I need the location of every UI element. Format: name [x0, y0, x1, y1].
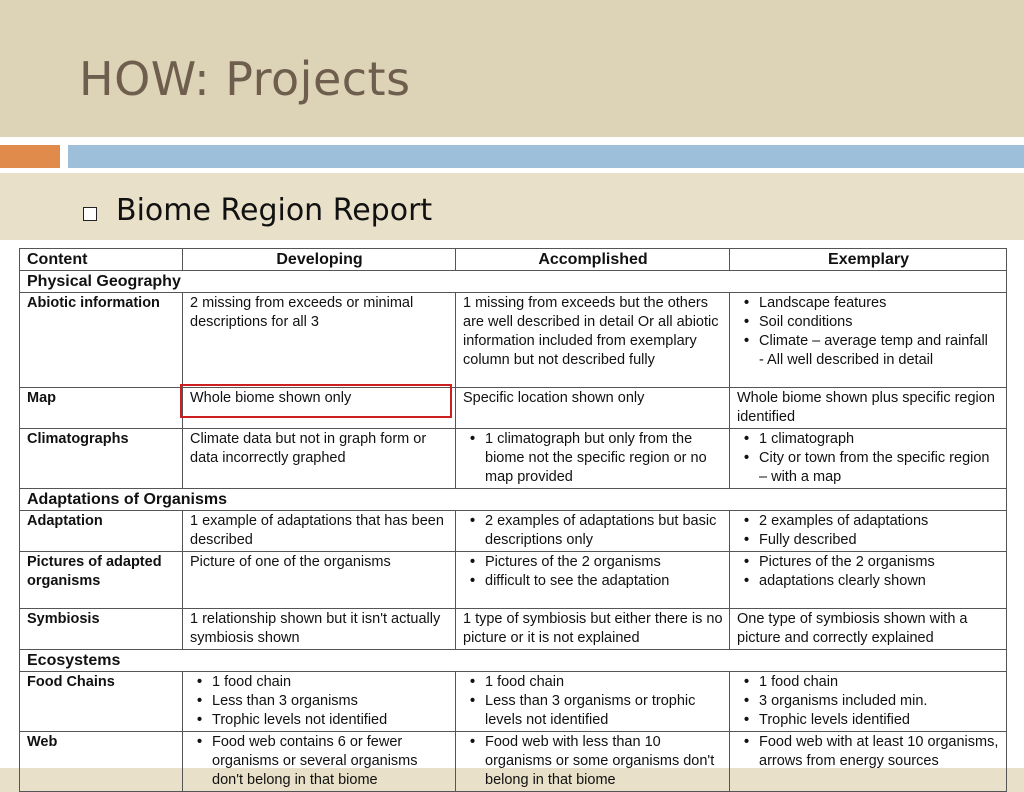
bullet-list — [737, 733, 1000, 771]
list-item: • 1 food chain — [212, 673, 449, 692]
section-row — [20, 489, 1007, 511]
cell-developing: 1 example of adaptations that has been described — [183, 511, 456, 552]
table-row — [20, 732, 1007, 792]
cell-accomplished — [456, 732, 730, 792]
bullet-list — [463, 553, 723, 591]
cell-developing: 1 relationship shown but it isn't actually symbiosis shown — [183, 609, 456, 650]
list-item: • Climate – average temp and rainfall — [759, 332, 1000, 351]
rubric-table — [19, 248, 1007, 792]
bullet-list — [463, 512, 723, 550]
list-item: • Less than 3 organisms — [212, 692, 449, 711]
list-item: • Fully described — [759, 531, 1000, 550]
bullet-list — [190, 673, 449, 730]
cell-accomplished: 1 missing from exceeds but the others are well described in detail Or all abiotic information included from exemplary column but not described fully — [456, 293, 730, 388]
list-item: • 1 climatograph — [759, 430, 1000, 449]
bullet-list — [737, 294, 1000, 351]
cell-exemplary: One type of symbiosis shown with a picture and correctly explained — [730, 609, 1007, 650]
list-subitem: - All well described in detail — [759, 352, 934, 368]
list-item: • Less than 3 organisms or trophic levels not identified — [485, 692, 723, 730]
list-item: • adaptations clearly shown — [759, 572, 1000, 591]
list-item: • 1 food chain — [759, 673, 1000, 692]
row-label-adaptation: Adaptation — [20, 511, 183, 552]
table-row — [20, 511, 1007, 552]
bullet-list — [190, 733, 449, 790]
table-header-row — [20, 249, 1007, 271]
bullet-list — [463, 733, 723, 790]
header-content: Content — [20, 249, 183, 271]
table-row — [20, 552, 1007, 609]
list-item: • Trophic levels not identified — [212, 711, 449, 730]
cell-exemplary — [730, 511, 1007, 552]
cell-developing: Whole biome shown only — [183, 388, 456, 429]
bullet-list — [463, 673, 723, 730]
square-bullet-icon — [83, 207, 97, 221]
list-item: • Food web contains 6 or fewer organisms or several organisms don't belong in that biome — [212, 733, 449, 790]
section-row — [20, 650, 1007, 672]
table-row — [20, 429, 1007, 489]
cell-developing: Picture of one of the organisms — [183, 552, 456, 609]
row-label-map: Map — [20, 388, 183, 429]
section-physical-geography: Physical Geography — [20, 271, 1007, 293]
row-label-symbiosis: Symbiosis — [20, 609, 183, 650]
accent-bar-orange — [0, 145, 60, 168]
cell-exemplary — [730, 732, 1007, 792]
cell-developing — [183, 732, 456, 792]
list-item: • Pictures of the 2 organisms — [759, 553, 1000, 572]
header-developing: Developing — [183, 249, 456, 271]
list-item: • 3 organisms included min. — [759, 692, 1000, 711]
cell-developing: 2 missing from exceeds or minimal descriptions for all 3 — [183, 293, 456, 388]
cell-accomplished: 1 type of symbiosis but either there is no picture or it is not explained — [456, 609, 730, 650]
accent-bar-blue — [68, 145, 1024, 168]
cell-developing: Climate data but not in graph form or data incorrectly graphed — [183, 429, 456, 489]
cell-accomplished: Specific location shown only — [456, 388, 730, 429]
bullet-list — [463, 430, 723, 487]
list-item: • 2 examples of adaptations but basic descriptions only — [485, 512, 723, 550]
table-row — [20, 672, 1007, 732]
table-row — [20, 293, 1007, 388]
bullet-list — [737, 512, 1000, 550]
table-row — [20, 388, 1007, 429]
bullet-list — [737, 673, 1000, 730]
list-item: • 1 climatograph but only from the biome not the specific region or no map provided — [485, 430, 723, 487]
bullet-list — [737, 553, 1000, 591]
list-item: • Food web with at least 10 organisms, arrows from energy sources — [759, 733, 1000, 771]
header-accomplished: Accomplished — [456, 249, 730, 271]
table-row — [20, 609, 1007, 650]
cell-accomplished — [456, 429, 730, 489]
row-label-pictures: Pictures of adapted organisms — [20, 552, 183, 609]
bullet-list — [737, 430, 1000, 487]
list-item: • 1 food chain — [485, 673, 723, 692]
cell-exemplary: Whole biome shown plus specific region identified — [730, 388, 1007, 429]
cell-exemplary — [730, 429, 1007, 489]
list-item: • Landscape features — [759, 294, 1000, 313]
cell-exemplary — [730, 672, 1007, 732]
list-item: • 2 examples of adaptations — [759, 512, 1000, 531]
cell-accomplished — [456, 511, 730, 552]
bullet-text: Biome Region Report — [116, 193, 433, 228]
list-item: • Trophic levels identified — [759, 711, 1000, 730]
cell-accomplished — [456, 672, 730, 732]
cell-exemplary — [730, 552, 1007, 609]
list-item: • Food web with less than 10 organisms or some organisms don't belong in that biome — [485, 733, 723, 790]
cell-exemplary — [730, 293, 1007, 388]
row-label-abiotic: Abiotic information — [20, 293, 183, 388]
section-row — [20, 271, 1007, 293]
list-item: • difficult to see the adaptation — [485, 572, 723, 591]
row-label-web: Web — [20, 732, 183, 792]
list-item: • City or town from the specific region – with a map — [759, 449, 1000, 487]
rubric-image — [0, 240, 1024, 788]
section-adaptations: Adaptations of Organisms — [20, 489, 1007, 511]
list-item: • Soil conditions — [759, 313, 1000, 332]
row-label-climatographs: Climatographs — [20, 429, 183, 489]
list-item: • Pictures of the 2 organisms — [485, 553, 723, 572]
row-label-food-chains: Food Chains — [20, 672, 183, 732]
cell-developing — [183, 672, 456, 732]
section-ecosystems: Ecosystems — [20, 650, 1007, 672]
header-exemplary: Exemplary — [730, 249, 1007, 271]
slide-title: HOW: Projects — [79, 52, 411, 106]
cell-accomplished — [456, 552, 730, 609]
